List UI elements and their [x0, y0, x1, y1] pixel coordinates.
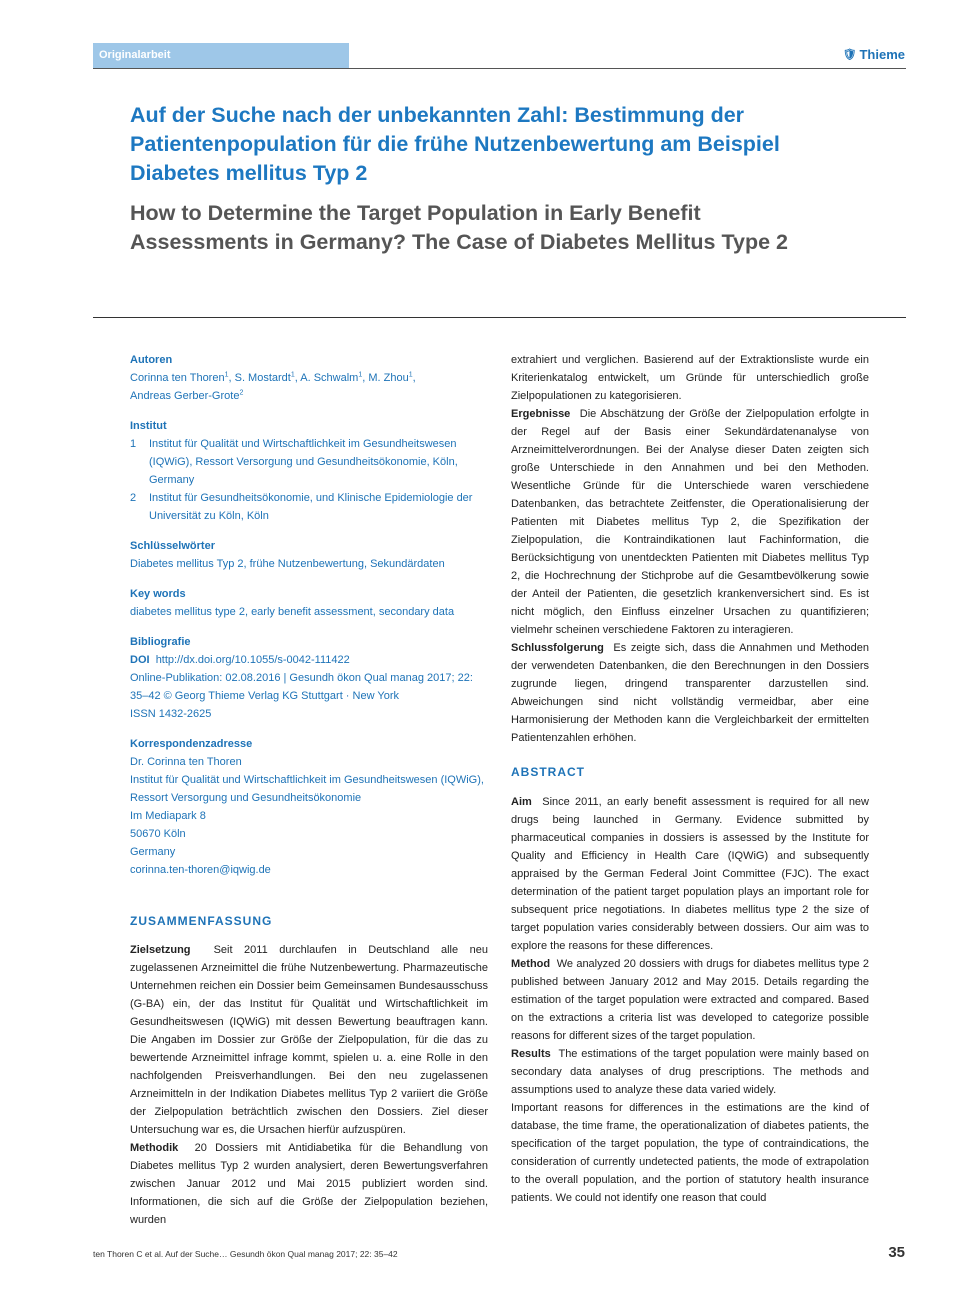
methodik-paragraph: Methodik 20 Dossiers mit Antidiabetika für die Behandlung von Diabetes mellitus Typ 2 wurden analysiert, deren Bewertungsverfahren zwischen Januar 2012 und Mai 2015 publiziert worden sind. Informationen, die sich auf die Größe der Zielpopulation beziehen, wurden: [130, 1142, 488, 1226]
title-divider: [93, 317, 906, 318]
top-divider: [93, 68, 906, 69]
authors-list: Corinna ten Thoren$^1$, S. Mostardt$^1$, A. Schwalm$^1$, M. Zhou$^1$, Andreas Gerber-Grote$^2$: [130, 371, 416, 402]
right-column: [511, 351, 869, 1207]
footer-citation: ten Thoren C et al. Auf der Suche… Gesundh ökon Qual manag 2017; 22: 35–42: [93, 1249, 398, 1259]
schlussfolgerung-paragraph: Schlussfolgerung Es zeigte sich, dass die Annahmen und Methoden der verwendeten Datenbanken, die den Berechnungen in den Dossiers zugrunde liegen, dringend transparenter darzustellen sind. Abweichungen sind nicht vollständig vermeidbar, aber eine Harmonisierung der Methoden kann die Vergleichbarkeit der ermittelten Patientenzahlen erhöhen.: [511, 642, 869, 744]
publication-info: Online-Publikation: 02.08.2016 | Gesundh ökon Qual manag 2017; 22: 35–42 © Georg Thieme Verlag KG Stuttgart · New York: [130, 672, 473, 702]
aim-paragraph: Aim Since 2011, an early benefit assessment is required for all new drugs being launched in Germany. Evidence submitted by pharmaceutical companies in dossiers is assessed by the Institute for Quality and Efficiency in Health Care (IQWiG) and subsequently appraised by the German Federal Joint Committee (FJC). The exact determination of the patient target population plays an important role for subsequent price negotiations. In diabetes mellitus type 2 the size of target population varies considerably between dossiers. Our aim was to explore the reasons for these differences.: [511, 796, 869, 952]
article-info: [130, 351, 485, 879]
abstract-heading: ABSTRACT: [511, 765, 585, 779]
schluesselwoerter-text: Diabetes mellitus Typ 2, frühe Nutzenbewertung, Sekundärdaten: [130, 558, 445, 570]
zielsetzung-paragraph: Zielsetzung Seit 2011 durchlaufen in Deutschland alle neu zugelassenen Arzneimittel die frühe Nutzenbewertung. Pharmazeutische Unternehmen reichen ein Dossier beim Gemeinsamen Bundesausschuss (G-BA) ein, der das Institut für Qualität und Wirtschaftlichkeit im Gesundheitswesen (IQWiG) mit dessen Bewertung beauftragen kann. Die Angaben im Dossier zur Größe der Zielpopulation, für die das zu bewertende Arzneimittel infrage kommt, spielen u. a. eine Rolle in den nachfolgenden Preisverhandlungen. Bei den neu zugelassenen Arzneimitteln in der Indikation Diabetes mellitus Typ 2 variiert die Größe der Zielpopulation beträchtlich zwischen den Dossiers. Ziel dieser Untersuchung war es, die Ursachen hierfür aufzuspüren.: [130, 944, 488, 1136]
doi-line: DOI http://dx.doi.org/10.1055/s-0042-111422: [130, 654, 350, 666]
method-paragraph: Method We analyzed 20 dossiers with drugs for diabetes mellitus type 2 published between January 2012 and May 2015. Details regarding the estimation of the target population were extracted and compared. Based on the extractions a criteria list was developed to categorize possible reasons for different sizes of the target population.: [511, 958, 869, 1042]
bibliografie-heading: Bibliografie: [130, 636, 191, 648]
keywords-text: diabetes mellitus type 2, early benefit assessment, secondary data: [130, 606, 455, 618]
publisher-name: Thieme: [859, 47, 905, 62]
affiliation-2: 2 Institut für Gesundheitsökonomie, und Klinische Epidemiologie der Universität zu Köln, Köln: [130, 492, 473, 522]
publisher-logo: [843, 47, 905, 62]
thieme-logo-icon: 🛡︎: [842, 49, 857, 61]
korrespondenz-street: Im Mediapark 8: [130, 810, 206, 822]
ergebnisse-paragraph: Ergebnisse Die Abschätzung der Größe der Zielpopulation erfolgte in der Regel auf der Basis einer Sekundärdatenanalyse von Arzneimittelverordnungen. Bei der Analyse dieser Daten zeigten sich große Unterschiede in den Annahmen und bei den Methoden. Wesentliche Gründe für die Unterschiede waren verschiedene Datenbanken, das betrachtete Zeitfenster, die Operationalisierung der Patienten mit Diabetes mellitus Typ 2, die Spezifikation der Zielpopulation, die Kontraindikationen laut Fachinformation, die Berücksichtigung von unentdeckten Patienten mit Diabetes mellitus Typ 2, die Hochrechnung der Stichprobe auf die Gesamtbevölkerung sowie der Anteil der Patienten, die gesetzlich krankenversichert sind. Es ist nicht möglich, den Einfluss einzelner Ursachen zu quantifizieren; vielmehr scheinen verschiedene Faktoren zu interagieren.: [511, 408, 869, 636]
methodik-continued: extrahiert und verglichen. Basierend auf der Extraktionsliste wurde ein Kriterienkatalog entwickelt, um Gründe für unterschiedlich große Zielpopulationen zu kategorisieren.: [511, 354, 869, 402]
results-paragraph: Results The estimations of the target population were mainly based on secondary data analyses of drug prescriptions. The methods and assumptions used to analyze these data varied widely.: [511, 1048, 869, 1096]
korrespondenz-email[interactable]: corinna.ten-thoren@iqwig.de: [130, 864, 271, 876]
doi-link[interactable]: http://dx.doi.org/10.1055/s-0042-111422: [155, 654, 350, 666]
schluesselwoerter-heading: Schlüsselwörter: [130, 540, 215, 552]
keywords-heading: Key words: [130, 588, 186, 600]
korrespondenz-heading: Korrespondenzadresse: [130, 738, 253, 750]
authors-heading: Autoren: [130, 354, 173, 366]
issn: ISSN 1432-2625: [130, 708, 212, 720]
section-label: Originalarbeit: [93, 43, 349, 68]
korrespondenz-city: 50670 Köln: [130, 828, 186, 840]
title-german: Auf der Suche nach der unbekannten Zahl: Bestimmung der Patientenpopulation für die frühe Nutzenbewertung am Beispiel Diabetes mellitus Typ 2: [130, 103, 780, 185]
results-paragraph-2: Important reasons for differences in the estimations are the kind of database, the time frame, the operationalization of diabetes patients, the specification of the target population, the type of contraindications, the consideration of currently undetected patients, the mode of extrapolation to the overall population, and the portion of statutory health insurance patients. We could not identify one reason that could: [511, 1102, 869, 1204]
korrespondenz-country: Germany: [130, 846, 176, 858]
zusammenfassung-heading: ZUSAMMENFASSUNG: [130, 914, 273, 928]
page-number: 35: [888, 1244, 905, 1261]
zusammenfassung-section: [130, 914, 488, 1229]
affiliation-1: 1 Institut für Qualität und Wirtschaftlichkeit im Gesundheitswesen (IQWiG), Ressort Versorgung und Gesundheitsökonomie, Köln, Germany: [130, 438, 458, 486]
korrespondenz-name: Dr. Corinna ten Thoren: [130, 756, 242, 768]
title-english: How to Determine the Target Population in Early Benefit Assessments in Germany? The Case of Diabetes Mellitus Type 2: [130, 201, 788, 254]
korrespondenz-institution: Institut für Qualität und Wirtschaftlichkeit im Gesundheitswesen (IQWiG), Ressort Versorgung und Gesundheitsökonomie: [130, 774, 484, 804]
institut-heading: Institut: [130, 420, 167, 432]
